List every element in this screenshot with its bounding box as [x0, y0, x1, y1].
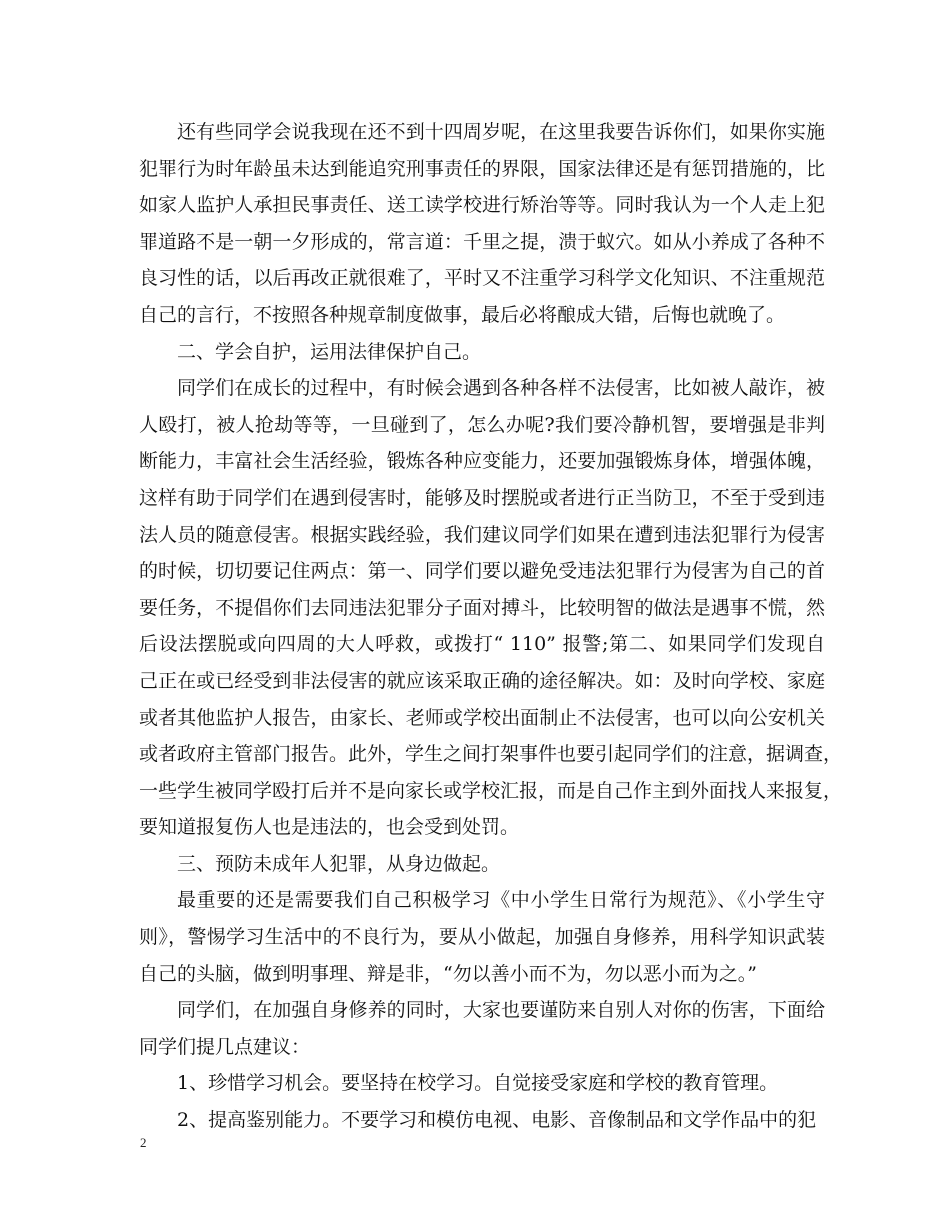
- text-line: 一些学生被同学殴打后并不是向家长或学校汇报，而是自己作主到外面找人来报复，: [139, 779, 843, 802]
- text-line: 己正在或已经受到非法侵害的就应该采取正确的途径解决。如：及时向学校、家庭: [139, 669, 825, 692]
- text-line: 同学们提几点建议：: [139, 1035, 311, 1058]
- paragraph: [139, 114, 825, 334]
- text-line: 还有些同学会说我现在还不到十四周岁呢，在这里我要告诉你们，如果你实施: [177, 121, 825, 143]
- text-line: 后设法摆脱或向四周的大人呼救，或拨打“ 110” 报警;第二、如果同学们发现自: [139, 633, 825, 656]
- text-line: 三、预防未成年人犯罪，从身边做起。: [177, 852, 501, 875]
- paragraph: [139, 1065, 825, 1102]
- text-line: 2、提高鉴别能力。不要学习和模仿电视、电影、音像制品和文学作品中的犯: [177, 1109, 817, 1132]
- paragraph: [139, 334, 825, 371]
- text-line: 则》，警惕学习生活中的不良行为，要从小做起，加强自身修养，用科学知识武装: [139, 926, 825, 949]
- text-line: 如家人监护人承担民事责任、送工读学校进行矫治等等。同时我认为一个人走上犯: [139, 194, 825, 217]
- page-number: 2: [140, 1135, 147, 1150]
- paragraph: [139, 370, 843, 846]
- text-line: 或者其他监护人报告，由家长、老师或学校出面制止不法侵害，也可以向公安机关: [139, 706, 825, 729]
- text-line: 人殴打，被人抢劫等等，一旦碰到了，怎么办呢?我们要冷静机智，要增强是非判: [139, 413, 825, 436]
- text-line: 自己的头脑，做到明事理、辩是非，“勿以善小而不为，勿以恶小而为之。”: [139, 962, 757, 985]
- text-line: 罪道路不是一朝一夕形成的，常言道：千里之提，溃于蚁穴。如从小养成了各种不: [139, 230, 825, 253]
- text-line: 自己的言行，不按照各种规章制度做事，最后必将酿成大错，后悔也就晚了。: [139, 303, 786, 326]
- text-line: 法人员的随意侵害。根据实践经验，我们建议同学们如果在遭到违法犯罪行为侵害: [139, 523, 825, 546]
- paragraph: [139, 882, 825, 992]
- text-line: 二、学会自护，运用法律保护自己。: [177, 340, 482, 363]
- text-line: 同学们，在加强自身修养的同时，大家也要谨防来自别人对你的伤害，下面给: [177, 999, 825, 1022]
- text-line: 1、珍惜学习机会。要坚持在校学习。自觉接受家庭和学校的教育管理。: [177, 1072, 779, 1095]
- text-line: 要知道报复伤人也是违法的，也会受到处罚。: [139, 816, 520, 839]
- text-line: 最重要的还是需要我们自己积极学习《中小学生日常行为规范》、《小学生守: [177, 889, 825, 912]
- text-line: 犯罪行为时年龄虽未达到能追究刑事责任的界限，国家法律还是有惩罚措施的，比: [139, 157, 825, 180]
- text-line: 断能力，丰富社会生活经验，锻炼各种应变能力，还要加强锻炼身体，增强体魄，: [139, 450, 825, 473]
- text-line: 或者政府主管部门报告。此外，学生之间打架事件也要引起同学们的注意，据调查，: [139, 743, 843, 766]
- text-line: 同学们在成长的过程中，有时候会遇到各种各样不法侵害，比如被人敲诈，被: [177, 377, 825, 400]
- body-text: [139, 114, 843, 1139]
- text-line: 良习性的话，以后再改正就很难了，平时又不注重学习科学文化知识、不注重规范: [139, 267, 825, 290]
- paragraph: [139, 846, 825, 883]
- paragraph: [139, 1102, 825, 1139]
- text-line: 的时候，切切要记住两点：第一、同学们要以避免受违法犯罪行为侵害为自己的首: [139, 560, 825, 583]
- text-line: 这样有助于同学们在遇到侵害时，能够及时摆脱或者进行正当防卫，不至于受到违: [139, 486, 825, 509]
- paragraph: [139, 992, 825, 1065]
- text-line: 要任务，不提倡你们去同违法犯罪分子面对搏斗，比较明智的做法是遇事不慌，然: [139, 596, 825, 619]
